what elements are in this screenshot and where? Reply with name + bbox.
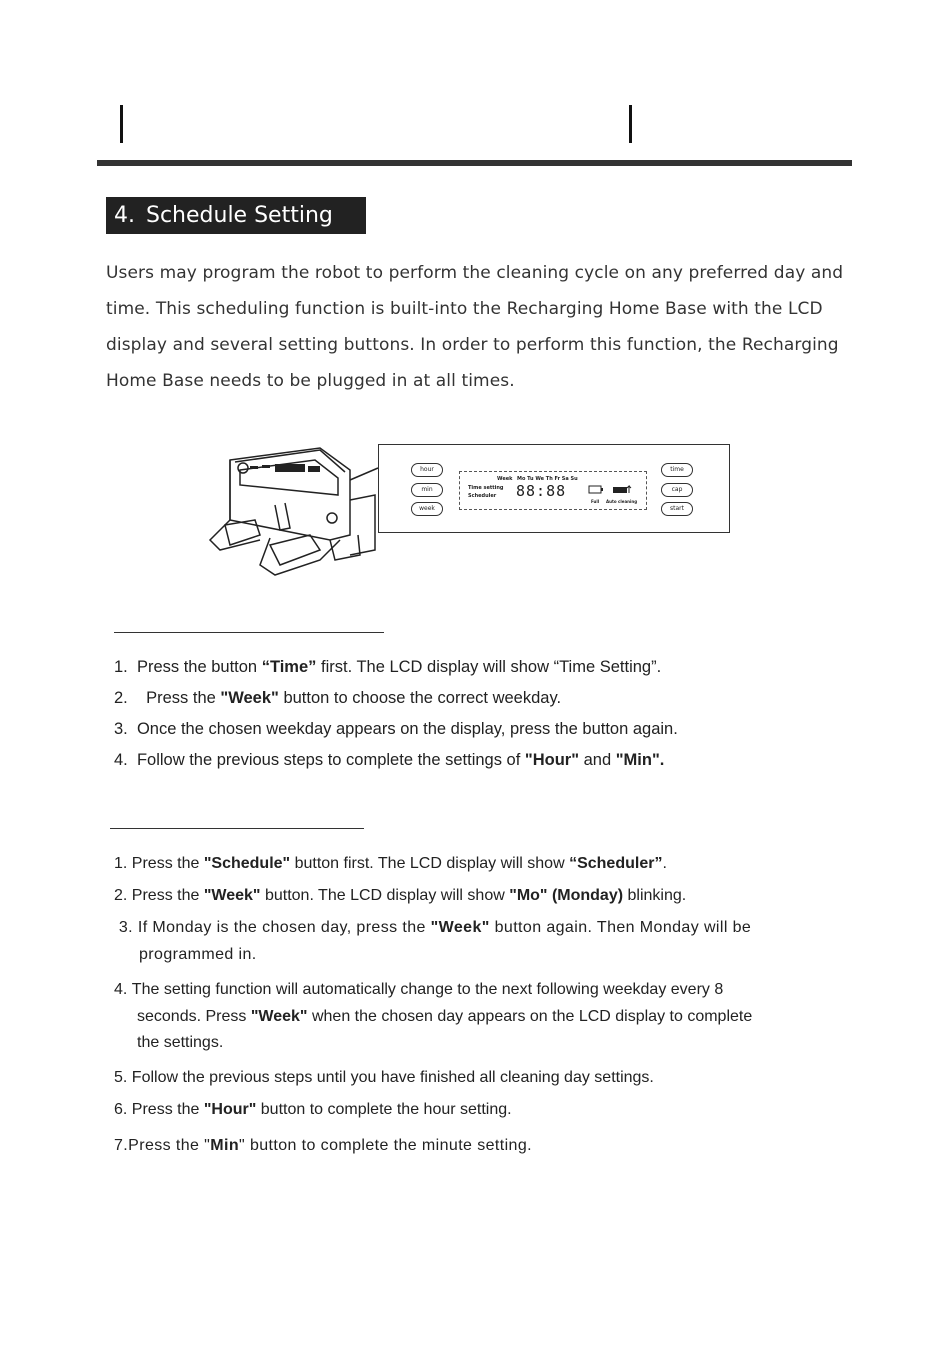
scheduler-steps — [114, 855, 752, 1169]
lcd-auto-cleaning: Auto cleaning — [606, 499, 638, 504]
intro-line: Home Base needs to be plugged in at all times. — [106, 371, 515, 391]
lcd-days: Mo Tu We Th Fr Sa Su — [517, 476, 578, 482]
header-rule — [97, 160, 852, 166]
section-number: 4. — [114, 203, 135, 228]
control-panel-diagram — [378, 444, 730, 533]
lcd-scheduler: Scheduler — [468, 493, 497, 499]
cap-button: cap — [661, 483, 693, 497]
min-button: min — [411, 483, 443, 497]
list-item: 1. Press the button “Time” first. The LCD display will show “Time Setting”. — [114, 658, 662, 676]
hour-button: hour — [411, 463, 443, 477]
list-item: 2. Press the "Week" button to choose the correct weekday. — [114, 689, 562, 707]
start-button: start — [661, 502, 693, 516]
header-left-bar — [120, 105, 123, 143]
list-item: 7.Press the "Min" button to complete the minute setting. — [114, 1137, 532, 1154]
time-button: time — [661, 463, 693, 477]
header-right-bar — [629, 105, 632, 143]
list-item: 1. Press the "Schedule" button first. The LCD display will show “Scheduler”. — [114, 855, 667, 872]
section-title — [106, 197, 366, 234]
intro-line: Users may program the robot to perform the cleaning cycle on any preferred day and — [106, 263, 844, 283]
lcd-digits: 88:88 — [516, 482, 567, 500]
lcd-display — [459, 471, 647, 510]
intro-line: time. This scheduling function is built-into the Recharging Home Base with the LCD — [106, 299, 823, 319]
scheduler-heading-rule — [110, 828, 364, 829]
home-base-illustration — [200, 440, 385, 580]
lcd-time-setting: Time setting — [468, 485, 504, 491]
list-item: 4. Follow the previous steps to complete the settings of "Hour" and "Min". — [114, 751, 665, 769]
lcd-battery-icons — [588, 485, 634, 495]
time-setting-heading-rule — [114, 632, 384, 633]
list-item: 2. Press the "Week" button. The LCD display will show "Mo" (Monday) blinking. — [114, 887, 687, 904]
list-item: 3. Once the chosen weekday appears on the display, press the button again. — [114, 720, 678, 738]
time-setting-steps — [114, 658, 678, 782]
section-title-text: Schedule Setting — [146, 203, 333, 228]
lcd-full: Full — [591, 499, 600, 504]
lcd-week-label: Week — [497, 476, 513, 482]
list-item: 3. If Monday is the chosen day, press the "Week" button again. Then Monday will be programmed in. — [118, 919, 752, 963]
list-item: 6. Press the "Hour" button to complete the hour setting. — [114, 1101, 512, 1118]
intro-paragraph — [106, 255, 866, 399]
intro-line: display and several setting buttons. In order to perform this function, the Recharging — [106, 335, 839, 355]
list-item: 4. The setting function will automatically change to the next following weekday every 8 seconds. Press "Week" when the chosen day appears on the LCD display to complete the settings. — [114, 981, 753, 1051]
list-item: 5. Follow the previous steps until you have finished all cleaning day settings. — [114, 1069, 654, 1086]
week-button: week — [411, 502, 443, 516]
